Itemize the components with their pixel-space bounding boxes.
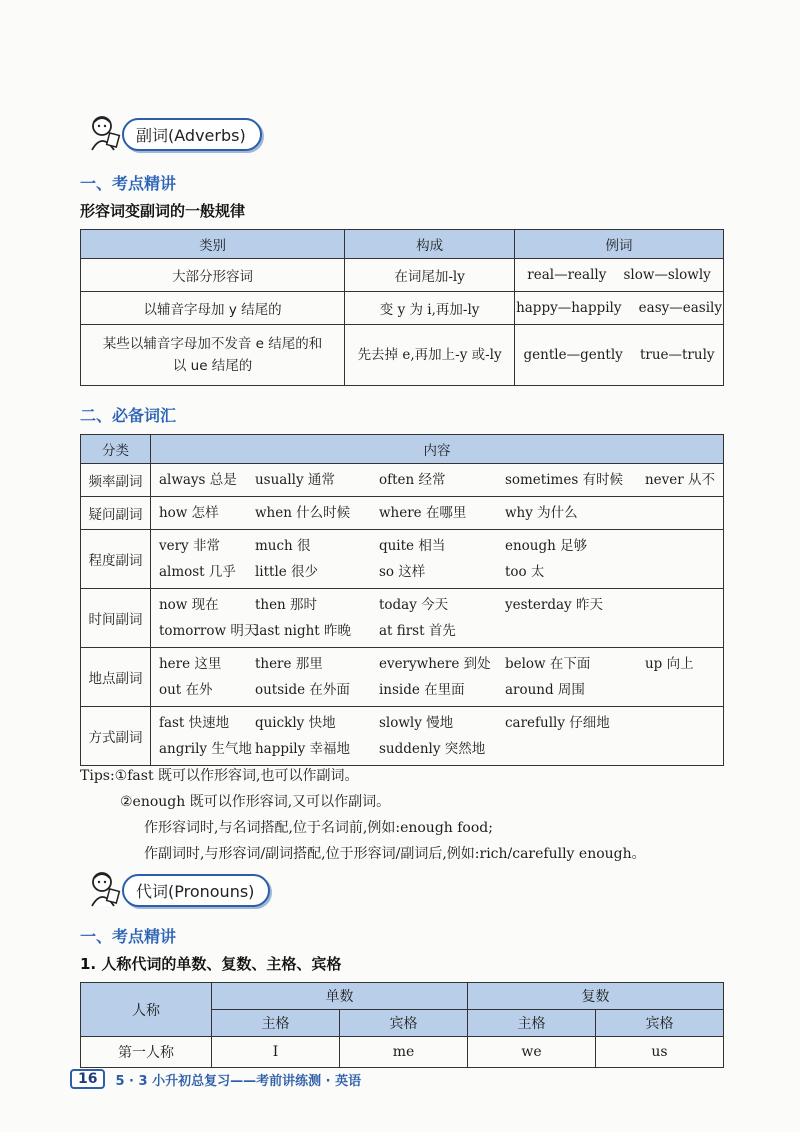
table3-header-object: 宾格 [596, 1010, 724, 1037]
vocab-word: today 今天 [378, 597, 449, 613]
pronouns-subhead: 1. 人称代词的单数、复数、主格、宾格 [80, 955, 342, 973]
vocab-words [150, 497, 723, 530]
table1-cell: 先去掉 e,再加上-y 或-ly [345, 325, 515, 386]
adverb-vocab-table [80, 434, 724, 766]
vocab-word: inside 在里面 [378, 682, 465, 698]
personal-pronoun-table [80, 982, 724, 1068]
tip-line-4: 作副词时,与形容词/副词搭配,位于形容词/副词后,例如:rich/carefully enough。 [144, 846, 646, 862]
vocab-word: usually 通常 [254, 472, 335, 488]
vocab-word: yesterday 昨天 [504, 597, 603, 613]
table-row [81, 325, 724, 386]
vocab-word: at first 首先 [378, 623, 456, 639]
vocab-word: angrily 生气地 [158, 741, 252, 757]
vocab-word: how 怎样 [158, 505, 219, 521]
vocab-word: here 这里 [158, 656, 222, 672]
table-row [81, 648, 724, 707]
table3-cell: me [340, 1037, 468, 1068]
table3-cell: we [468, 1037, 596, 1068]
adverbs-title: 副词(Adverbs) [122, 118, 262, 151]
vocab-word: when 什么时候 [254, 505, 351, 521]
vocab-word: almost 几乎 [158, 564, 236, 580]
table1-header-formation: 构成 [345, 230, 515, 259]
mascot-icon [84, 868, 128, 912]
vocab-category: 方式副词 [81, 707, 151, 766]
vocab-word: where 在哪里 [378, 505, 467, 521]
vocab-word: sometimes 有时候 [504, 472, 624, 488]
pronouns-section1-title: 一、考点精讲 [80, 927, 177, 946]
vocab-word: around 周围 [504, 682, 585, 698]
page-footer [70, 1069, 361, 1089]
pronouns-title: 代词(Pronouns) [122, 874, 270, 907]
table3-header-person: 人称 [81, 983, 212, 1037]
vocab-category: 程度副词 [81, 530, 151, 589]
vocab-words [150, 707, 723, 766]
mascot-icon [84, 112, 128, 156]
adverbs-section1-title: 一、考点精讲 [80, 174, 177, 193]
vocab-word: little 很少 [254, 564, 319, 580]
vocab-word: everywhere 到处 [378, 656, 491, 672]
vocab-word: then 那时 [254, 597, 318, 613]
table1-cell: 在词尾加-ly [345, 259, 515, 292]
vocab-word: below 在下面 [504, 656, 591, 672]
vocab-word: happily 幸福地 [254, 741, 351, 757]
table-row [81, 464, 724, 497]
footer-text: 5 · 3 小升初总复习——考前讲练测 · 英语 [115, 1073, 362, 1089]
vocab-word: up 向上 [644, 656, 694, 672]
vocab-word: fast 快速地 [158, 715, 230, 731]
vocab-word: quite 相当 [378, 538, 446, 554]
vocab-words [150, 464, 723, 497]
vocab-word: outside 在外面 [254, 682, 350, 698]
vocab-word: so 这样 [378, 564, 426, 580]
table1-cell: 以辅音字母加 y 结尾的 [81, 292, 345, 325]
adverbs-section2-title: 二、必备词汇 [80, 406, 177, 425]
table2-header-category: 分类 [81, 435, 151, 464]
table3-cell: us [596, 1037, 724, 1068]
vocab-word: often 经常 [378, 472, 446, 488]
table3-cell: 第一人称 [81, 1037, 212, 1068]
adverbs-subhead: 形容词变副词的一般规律 [80, 202, 246, 220]
vocab-word: very 非常 [158, 538, 220, 554]
vocab-word: out 在外 [158, 682, 213, 698]
vocab-word: quickly 快地 [254, 715, 336, 731]
table1-cell: 大部分形容词 [81, 259, 345, 292]
table1-cell: happy—happily easy—easily [515, 292, 724, 325]
pronouns-title-badge [84, 868, 270, 912]
table1-header-examples: 例词 [515, 230, 724, 259]
vocab-word: slowly 慢地 [378, 715, 454, 731]
page-number: 16 [70, 1069, 105, 1089]
table-row [81, 589, 724, 648]
vocab-word: much 很 [254, 538, 311, 554]
vocab-words [150, 648, 723, 707]
vocab-word: enough 足够 [504, 538, 588, 554]
tip-line-3: 作形容词时,与名词搭配,位于名词前,例如:enough food; [144, 820, 493, 836]
vocab-word: why 为什么 [504, 505, 578, 521]
vocab-category: 地点副词 [81, 648, 151, 707]
table1-cell: 变 y 为 i,再加-ly [345, 292, 515, 325]
adj-to-adv-table [80, 229, 724, 386]
table3-header-subject: 主格 [468, 1010, 596, 1037]
table-row [81, 707, 724, 766]
table3-header-object: 宾格 [340, 1010, 468, 1037]
table-row [81, 1037, 724, 1068]
vocab-word: carefully 仔细地 [504, 715, 610, 731]
table3-header-subject: 主格 [212, 1010, 340, 1037]
vocab-words [150, 530, 723, 589]
table1-header-category: 类别 [81, 230, 345, 259]
vocab-word: there 那里 [254, 656, 323, 672]
table1-cell: gentle—gently true—truly [515, 325, 724, 386]
table2-header-content: 内容 [150, 435, 723, 464]
table1-cell: 某些以辅音字母加不发音 e 结尾的和以 ue 结尾的 [81, 325, 345, 386]
vocab-category: 频率副词 [81, 464, 151, 497]
vocab-category: 时间副词 [81, 589, 151, 648]
table-row [81, 530, 724, 589]
table1-cell: real—really slow—slowly [515, 259, 724, 292]
vocab-words [150, 589, 723, 648]
table3-cell: I [212, 1037, 340, 1068]
tip-line-2: ②enough 既可以作形容词,又可以作副词。 [120, 794, 391, 810]
table3-header-singular: 单数 [212, 983, 468, 1010]
vocab-word: never 从不 [644, 472, 715, 488]
vocab-word: now 现在 [158, 597, 219, 613]
table3-header-plural: 复数 [468, 983, 724, 1010]
vocab-word: always 总是 [158, 472, 237, 488]
table-row [81, 292, 724, 325]
vocab-word: tomorrow 明天 [158, 623, 258, 639]
vocab-word: last night 昨晚 [254, 623, 352, 639]
adverbs-title-badge [84, 112, 262, 156]
vocab-word: too 太 [504, 564, 545, 580]
table-row [81, 259, 724, 292]
vocab-word: suddenly 突然地 [378, 741, 486, 757]
vocab-category: 疑问副词 [81, 497, 151, 530]
table-row [81, 497, 724, 530]
tip-line-1: Tips:①fast 既可以作形容词,也可以作副词。 [80, 768, 359, 784]
